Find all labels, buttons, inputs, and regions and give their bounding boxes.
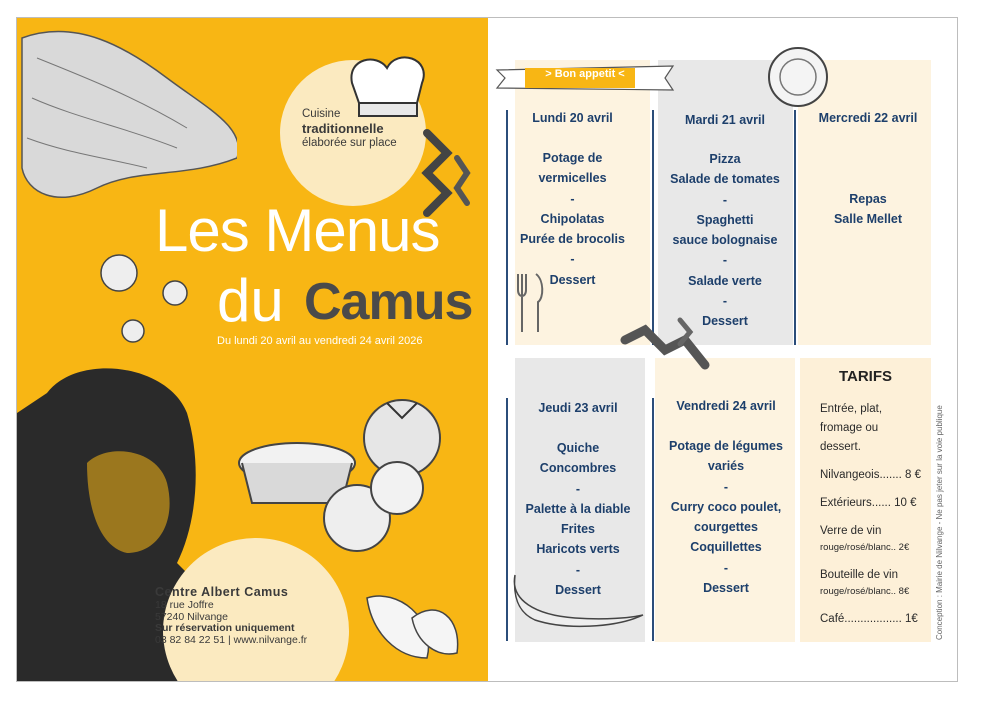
menu-line: Dessert [703, 581, 749, 596]
menu-line: variés [707, 459, 745, 474]
cuisine-line2: traditionnelle [302, 121, 384, 136]
menu-line: Coquillettes [690, 540, 762, 555]
menu-line: Salade de tomates [670, 172, 780, 187]
credit-text: Conception : Mairie de Nilvange - Ne pas jeter sur la voie publique [935, 405, 944, 640]
tarif-bouteille-label: Bouteille de vin [820, 569, 898, 581]
mushroom-illustration [97, 243, 207, 353]
menu-line: Repas [849, 192, 887, 206]
menu-line: Curry coco poulet, [670, 499, 782, 514]
menu-line: sauce bolognaise [672, 233, 778, 248]
title-du: du [217, 267, 284, 334]
thursday-menu [513, 438, 643, 600]
cover-dates: Du lundi 20 avril au vendredi 24 avril 2026 [217, 335, 423, 347]
menu-line: vermicelles [538, 171, 607, 186]
title-les-menus: Les Menus [155, 197, 440, 264]
menu-line: Purée de brocolis [520, 232, 625, 247]
menu-line: Salade verte [688, 273, 762, 288]
cuisine-line3: élaborée sur place [302, 137, 397, 149]
menu-line: - [722, 253, 728, 268]
tomato-slice-icon [765, 44, 831, 110]
tuesday-title: Mardi 21 avril [685, 113, 765, 127]
reservation-note: Sur réservation uniquement [155, 622, 295, 634]
tomato-quiche-illustration [237, 378, 447, 578]
centre-name: Centre Albert Camus [155, 585, 289, 599]
cuisine-line1: Cuisine [302, 108, 341, 120]
divider-line [506, 110, 508, 345]
menu-line: Potage de [542, 151, 603, 165]
banner-text: > Bon appetit < [545, 68, 625, 80]
menu-line: Quiche [556, 441, 600, 455]
menu-line: Dessert [702, 314, 748, 329]
divider-line [794, 110, 796, 345]
tarif-intro-line: Entrée, plat, [820, 403, 883, 415]
menu-line: - [723, 560, 729, 575]
tarif-intro-line: dessert. [820, 441, 861, 453]
tarif-cafe: Café.................. 1€ [820, 613, 918, 625]
address-line1: 18 rue Joffre [155, 599, 214, 611]
leaves-illustration [357, 578, 467, 678]
menu-line: Frites [560, 522, 596, 537]
tarif-intro-line: fromage ou [820, 422, 879, 434]
menu-line: Chipolatas [540, 211, 605, 226]
wednesday-title: Mercredi 22 avril [818, 111, 918, 125]
menu-line: Haricots verts [536, 542, 620, 557]
menu-line: Concombres [539, 461, 617, 476]
chef-hat-icon [337, 48, 437, 128]
tuesday-menu [660, 149, 790, 332]
menu-line: Salle Mellet [833, 212, 903, 227]
tarif-vin-detail: rouge/rosé/blanc.. 2€ [820, 542, 910, 553]
menu-line: Spaghetti [696, 212, 754, 227]
menu-line: - [570, 252, 575, 267]
menu-line: - [722, 294, 728, 309]
monday-menu [510, 148, 635, 290]
tarif-bouteille-detail: rouge/rosé/blanc.. 8€ [820, 586, 910, 597]
wednesday-menu [802, 189, 934, 230]
menu-line: - [722, 192, 728, 207]
tarif-nilvangeois: Nilvangeois....... 8 € [820, 469, 921, 481]
tarif-vin-label: Verre de vin [820, 525, 882, 537]
menu-line: Potage de légumes [669, 439, 783, 453]
menu-line: - [575, 481, 581, 496]
menu-line: - [575, 562, 581, 577]
title-camus: Camus [304, 273, 473, 331]
menu-line: Palette à la diable [525, 501, 631, 516]
friday-menu [656, 436, 796, 598]
tarifs-title: TARIFS [838, 368, 893, 385]
divider-line [652, 398, 654, 641]
cover-panel [17, 18, 488, 681]
napkin-illustration [17, 18, 237, 218]
menu-line: courgettes [694, 520, 758, 535]
thursday-title: Jeudi 23 avril [538, 401, 618, 415]
menu-line: Dessert [549, 272, 596, 287]
contact-info: 03 82 84 22 51 | www.nilvange.fr [155, 634, 308, 646]
monday-title: Lundi 20 avril [532, 111, 613, 125]
tarif-exterieurs: Extérieurs...... 10 € [820, 497, 917, 509]
menu-line: - [570, 191, 575, 206]
tarifs-list [820, 403, 930, 638]
address-line2: 57240 Nilvange [155, 611, 228, 623]
menu-line: - [723, 479, 729, 494]
menu-line: Dessert [555, 583, 601, 598]
friday-title: Vendredi 24 avril [676, 399, 776, 413]
menu-line: Pizza [709, 152, 741, 166]
